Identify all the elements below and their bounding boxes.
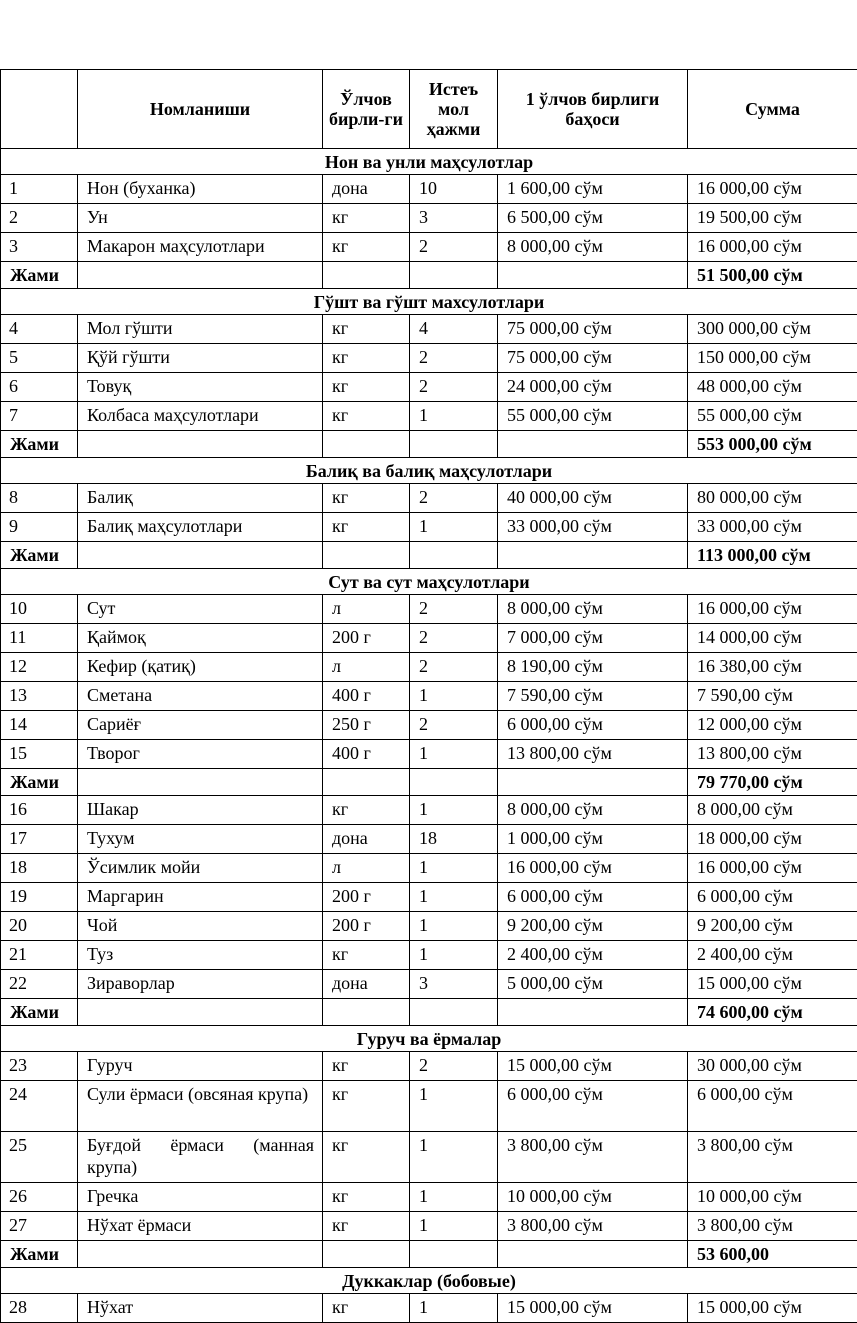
row-quantity: 1 [410, 1183, 498, 1212]
total-empty-cell [78, 1241, 323, 1268]
section-title: Гуруч ва ёрмалар [1, 1026, 857, 1052]
row-sum: 14 000,00 сўм [688, 624, 857, 653]
row-quantity: 2 [410, 711, 498, 740]
row-quantity: 1 [410, 941, 498, 970]
total-label: Жами [1, 1241, 78, 1268]
row-unit-price: 15 000,00 сўм [498, 1294, 688, 1323]
row-sum: 30 000,00 сўм [688, 1052, 857, 1081]
row-name: Чой [78, 912, 323, 941]
row-unit-price: 2 400,00 сўм [498, 941, 688, 970]
row-unit: кг [323, 484, 410, 513]
row-unit-price: 6 500,00 сўм [498, 204, 688, 233]
row-index: 22 [1, 970, 78, 999]
row-sum: 18 000,00 сўм [688, 825, 857, 854]
row-unit-price: 24 000,00 сўм [498, 373, 688, 402]
row-unit: кг [323, 315, 410, 344]
row-name: Макарон маҳсулотлари [78, 233, 323, 262]
row-name: Қаймоқ [78, 624, 323, 653]
row-unit-price: 1 000,00 сўм [498, 825, 688, 854]
row-quantity: 2 [410, 344, 498, 373]
row-quantity: 1 [410, 740, 498, 769]
table-row [1, 941, 857, 970]
table-row [1, 825, 857, 854]
row-unit: кг [323, 1052, 410, 1081]
row-sum: 16 000,00 сўм [688, 175, 857, 204]
row-name: Тухум [78, 825, 323, 854]
section-header-row [1, 1268, 857, 1294]
row-unit-price: 8 000,00 сўм [498, 796, 688, 825]
row-sum: 6 000,00 сўм [688, 1081, 857, 1132]
section-total-row [1, 542, 857, 569]
row-name: Мол гўшти [78, 315, 323, 344]
row-name: Товуқ [78, 373, 323, 402]
row-index: 1 [1, 175, 78, 204]
table-row [1, 912, 857, 941]
header-unit-price: 1 ўлчов бирлиги баҳоси [498, 70, 688, 149]
row-index: 7 [1, 402, 78, 431]
row-index: 19 [1, 883, 78, 912]
section-total-row [1, 999, 857, 1026]
row-unit: кг [323, 1183, 410, 1212]
row-name: Туз [78, 941, 323, 970]
row-index: 16 [1, 796, 78, 825]
table-row [1, 175, 857, 204]
row-name: Сут [78, 595, 323, 624]
table-row [1, 653, 857, 682]
total-empty-cell [410, 431, 498, 458]
row-sum: 48 000,00 сўм [688, 373, 857, 402]
row-unit-price: 5 000,00 сўм [498, 970, 688, 999]
total-empty-cell [410, 542, 498, 569]
row-sum: 7 590,00 сўм [688, 682, 857, 711]
header-index [1, 70, 78, 149]
row-unit: 200 г [323, 883, 410, 912]
row-name: Гречка [78, 1183, 323, 1212]
row-quantity: 2 [410, 595, 498, 624]
total-sum: 53 600,00 [688, 1241, 857, 1268]
row-name: Шакар [78, 796, 323, 825]
row-quantity: 4 [410, 315, 498, 344]
row-sum: 33 000,00 сўм [688, 513, 857, 542]
row-unit: кг [323, 513, 410, 542]
row-name: Сариёғ [78, 711, 323, 740]
total-empty-cell [78, 431, 323, 458]
row-name: Гуруч [78, 1052, 323, 1081]
total-label: Жами [1, 542, 78, 569]
row-index: 13 [1, 682, 78, 711]
total-sum: 74 600,00 сўм [688, 999, 857, 1026]
row-unit-price: 8 190,00 сўм [498, 653, 688, 682]
row-unit-price: 16 000,00 сўм [498, 854, 688, 883]
row-unit: 250 г [323, 711, 410, 740]
row-sum: 3 800,00 сўм [688, 1212, 857, 1241]
total-label: Жами [1, 431, 78, 458]
table-row [1, 1212, 857, 1241]
row-index: 20 [1, 912, 78, 941]
row-unit-price: 10 000,00 сўм [498, 1183, 688, 1212]
row-unit: кг [323, 344, 410, 373]
row-name: Нўхат [78, 1294, 323, 1323]
row-name: Сули ёрмаси (овсяная крупа) [78, 1081, 323, 1132]
section-header-row [1, 458, 857, 484]
row-unit: кг [323, 796, 410, 825]
total-label: Жами [1, 769, 78, 796]
row-sum: 13 800,00 сўм [688, 740, 857, 769]
row-unit-price: 9 200,00 сўм [498, 912, 688, 941]
table-row [1, 1183, 857, 1212]
row-unit-price: 6 000,00 сўм [498, 883, 688, 912]
row-unit: л [323, 653, 410, 682]
total-empty-cell [78, 999, 323, 1026]
section-total-row [1, 769, 857, 796]
row-unit-price: 13 800,00 сўм [498, 740, 688, 769]
row-index: 18 [1, 854, 78, 883]
total-empty-cell [498, 999, 688, 1026]
row-unit: кг [323, 1132, 410, 1183]
row-unit-price: 1 600,00 сўм [498, 175, 688, 204]
row-quantity: 1 [410, 912, 498, 941]
row-unit-price: 3 800,00 сўм [498, 1212, 688, 1241]
row-sum: 9 200,00 сўм [688, 912, 857, 941]
total-empty-cell [410, 769, 498, 796]
row-unit: кг [323, 941, 410, 970]
section-title: Балиқ ва балиқ маҳсулотлари [1, 458, 857, 484]
product-price-table [0, 69, 857, 1323]
row-unit-price: 6 000,00 сўм [498, 1081, 688, 1132]
total-label: Жами [1, 999, 78, 1026]
row-name: Нўхат ёрмаси [78, 1212, 323, 1241]
table-row [1, 740, 857, 769]
row-name: Ўсимлик мойи [78, 854, 323, 883]
table-row [1, 883, 857, 912]
row-index: 11 [1, 624, 78, 653]
row-sum: 16 000,00 сўм [688, 854, 857, 883]
row-unit: дона [323, 175, 410, 204]
row-sum: 12 000,00 сўм [688, 711, 857, 740]
row-unit: кг [323, 1294, 410, 1323]
row-quantity: 1 [410, 796, 498, 825]
total-empty-cell [78, 769, 323, 796]
table-row [1, 373, 857, 402]
table-row [1, 513, 857, 542]
table-row [1, 402, 857, 431]
row-index: 2 [1, 204, 78, 233]
total-label: Жами [1, 262, 78, 289]
row-index: 27 [1, 1212, 78, 1241]
table-row [1, 595, 857, 624]
row-sum: 19 500,00 сўм [688, 204, 857, 233]
row-unit-price: 33 000,00 сўм [498, 513, 688, 542]
section-total-row [1, 262, 857, 289]
table-row [1, 682, 857, 711]
total-empty-cell [498, 431, 688, 458]
row-sum: 2 400,00 сўм [688, 941, 857, 970]
row-sum: 15 000,00 сўм [688, 1294, 857, 1323]
row-unit-price: 3 800,00 сўм [498, 1132, 688, 1183]
row-quantity: 1 [410, 1294, 498, 1323]
total-empty-cell [498, 769, 688, 796]
row-unit-price: 7 000,00 сўм [498, 624, 688, 653]
row-unit-price: 75 000,00 сўм [498, 315, 688, 344]
total-empty-cell [498, 1241, 688, 1268]
row-index: 12 [1, 653, 78, 682]
row-sum: 6 000,00 сўм [688, 883, 857, 912]
total-empty-cell [410, 262, 498, 289]
row-quantity: 1 [410, 1212, 498, 1241]
row-name: Колбаса маҳсулотлари [78, 402, 323, 431]
row-quantity: 2 [410, 653, 498, 682]
total-sum: 113 000,00 сўм [688, 542, 857, 569]
total-empty-cell [498, 542, 688, 569]
row-unit: кг [323, 1212, 410, 1241]
table-row [1, 315, 857, 344]
total-sum: 79 770,00 сўм [688, 769, 857, 796]
row-quantity: 1 [410, 883, 498, 912]
row-sum: 15 000,00 сўм [688, 970, 857, 999]
row-name: Буғдой ёрмаси (манная крупа) [78, 1132, 323, 1183]
row-index: 10 [1, 595, 78, 624]
table-row [1, 854, 857, 883]
total-empty-cell [78, 542, 323, 569]
row-name: Зираворлар [78, 970, 323, 999]
row-unit-price: 8 000,00 сўм [498, 595, 688, 624]
row-sum: 16 000,00 сўм [688, 233, 857, 262]
row-index: 6 [1, 373, 78, 402]
section-title: Нон ва унли маҳсулотлар [1, 149, 857, 175]
header-quantity: Истеъ мол ҳажми [410, 70, 498, 149]
row-sum: 3 800,00 сўм [688, 1132, 857, 1183]
row-unit-price: 15 000,00 сўм [498, 1052, 688, 1081]
row-quantity: 1 [410, 1132, 498, 1183]
row-index: 3 [1, 233, 78, 262]
table-row [1, 1052, 857, 1081]
row-index: 15 [1, 740, 78, 769]
row-index: 17 [1, 825, 78, 854]
row-name: Балиқ [78, 484, 323, 513]
row-index: 21 [1, 941, 78, 970]
row-unit: 400 г [323, 682, 410, 711]
table-row [1, 624, 857, 653]
row-name: Сметана [78, 682, 323, 711]
section-header-row [1, 1026, 857, 1052]
row-index: 25 [1, 1132, 78, 1183]
row-sum: 10 000,00 сўм [688, 1183, 857, 1212]
row-quantity: 2 [410, 233, 498, 262]
row-unit-price: 40 000,00 сўм [498, 484, 688, 513]
row-quantity: 1 [410, 513, 498, 542]
row-quantity: 3 [410, 970, 498, 999]
row-index: 14 [1, 711, 78, 740]
total-sum: 553 000,00 сўм [688, 431, 857, 458]
row-unit: кг [323, 373, 410, 402]
row-quantity: 1 [410, 402, 498, 431]
row-sum: 8 000,00 сўм [688, 796, 857, 825]
row-unit: л [323, 595, 410, 624]
row-quantity: 10 [410, 175, 498, 204]
row-name: Маргарин [78, 883, 323, 912]
row-unit-price: 8 000,00 сўм [498, 233, 688, 262]
row-quantity: 18 [410, 825, 498, 854]
row-index: 9 [1, 513, 78, 542]
row-sum: 55 000,00 сўм [688, 402, 857, 431]
row-unit: дона [323, 825, 410, 854]
row-sum: 80 000,00 сўм [688, 484, 857, 513]
row-name: Нон (буханка) [78, 175, 323, 204]
row-name: Кефир (қатиқ) [78, 653, 323, 682]
table-row [1, 1294, 857, 1323]
row-index: 8 [1, 484, 78, 513]
row-index: 4 [1, 315, 78, 344]
table-row [1, 233, 857, 262]
row-unit: 400 г [323, 740, 410, 769]
row-quantity: 2 [410, 624, 498, 653]
row-name: Қўй гўшти [78, 344, 323, 373]
section-title: Сут ва сут маҳсулотлари [1, 569, 857, 595]
total-empty-cell [498, 262, 688, 289]
row-sum: 16 000,00 сўм [688, 595, 857, 624]
table-row [1, 204, 857, 233]
header-sum: Сумма [688, 70, 857, 149]
row-unit: кг [323, 402, 410, 431]
row-sum: 16 380,00 сўм [688, 653, 857, 682]
table-row [1, 796, 857, 825]
header-unit: Ўлчов бирли-ги [323, 70, 410, 149]
row-index: 26 [1, 1183, 78, 1212]
total-empty-cell [78, 262, 323, 289]
section-header-row [1, 289, 857, 315]
document-page [0, 69, 857, 1323]
row-index: 5 [1, 344, 78, 373]
section-header-row [1, 149, 857, 175]
total-empty-cell [323, 769, 410, 796]
section-title: Дуккаклар (бобовые) [1, 1268, 857, 1294]
row-unit: кг [323, 204, 410, 233]
row-quantity: 2 [410, 484, 498, 513]
total-empty-cell [323, 431, 410, 458]
row-sum: 300 000,00 сўм [688, 315, 857, 344]
section-total-row [1, 1241, 857, 1268]
row-unit-price: 55 000,00 сўм [498, 402, 688, 431]
row-unit-price: 75 000,00 сўм [498, 344, 688, 373]
table-row [1, 1132, 857, 1183]
row-index: 23 [1, 1052, 78, 1081]
section-title: Гўшт ва гўшт махсулотлари [1, 289, 857, 315]
row-unit: дона [323, 970, 410, 999]
table-row [1, 484, 857, 513]
row-unit: кг [323, 233, 410, 262]
total-sum: 51 500,00 сўм [688, 262, 857, 289]
section-header-row [1, 569, 857, 595]
row-sum: 150 000,00 сўм [688, 344, 857, 373]
row-unit-price: 7 590,00 сўм [498, 682, 688, 711]
row-unit: 200 г [323, 912, 410, 941]
section-total-row [1, 431, 857, 458]
table-row [1, 970, 857, 999]
row-unit: кг [323, 1081, 410, 1132]
row-quantity: 1 [410, 1081, 498, 1132]
row-name: Ун [78, 204, 323, 233]
row-name: Творог [78, 740, 323, 769]
row-quantity: 1 [410, 682, 498, 711]
row-unit-price: 6 000,00 сўм [498, 711, 688, 740]
row-quantity: 3 [410, 204, 498, 233]
row-unit: л [323, 854, 410, 883]
row-name: Балиқ маҳсулотлари [78, 513, 323, 542]
total-empty-cell [323, 542, 410, 569]
table-row [1, 711, 857, 740]
header-name: Номланиши [78, 70, 323, 149]
table-row [1, 344, 857, 373]
total-empty-cell [323, 999, 410, 1026]
table-header-row [1, 70, 857, 149]
total-empty-cell [323, 1241, 410, 1268]
row-index: 24 [1, 1081, 78, 1132]
row-quantity: 1 [410, 854, 498, 883]
total-empty-cell [410, 999, 498, 1026]
total-empty-cell [410, 1241, 498, 1268]
total-empty-cell [323, 262, 410, 289]
row-quantity: 2 [410, 1052, 498, 1081]
row-index: 28 [1, 1294, 78, 1323]
table-row [1, 1081, 857, 1132]
row-unit: 200 г [323, 624, 410, 653]
row-quantity: 2 [410, 373, 498, 402]
